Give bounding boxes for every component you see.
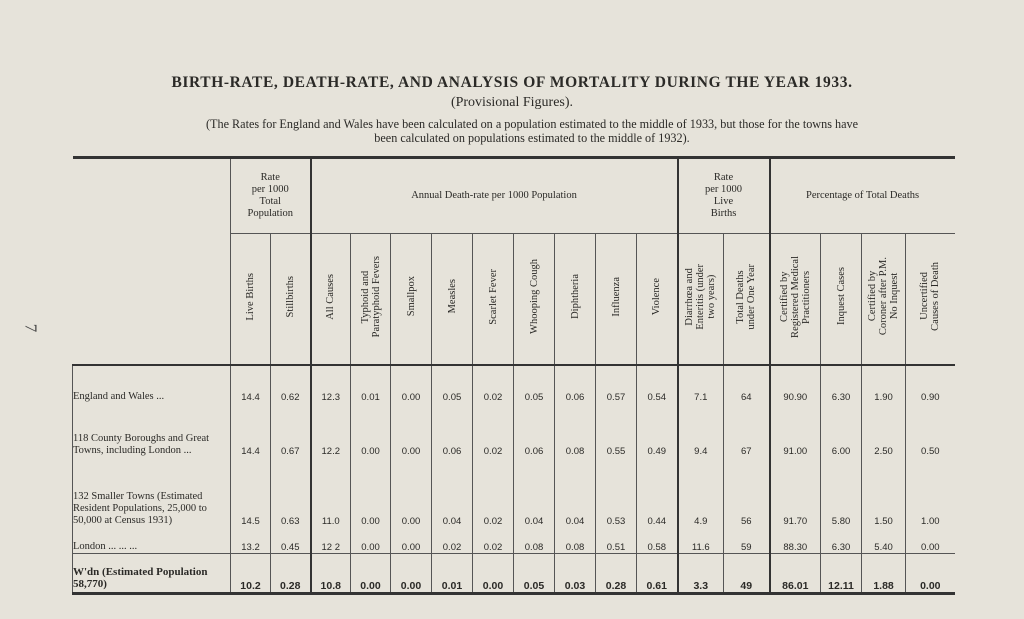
table-cell: 6.30 [821, 365, 862, 403]
table-cell: 6.00 [821, 403, 862, 457]
table-cell: 0.57 [596, 365, 637, 403]
table-cell: 0.55 [596, 403, 637, 457]
table-cell: 13.2 [231, 527, 271, 553]
note-line-2: been calculated on populations estimated to the middle of 1932). [374, 131, 690, 145]
table-row [73, 457, 955, 527]
table-cell: 0.53 [596, 457, 637, 527]
column-header [231, 234, 271, 366]
table-cell: 86.01 [770, 553, 821, 593]
table-cell: 90.90 [770, 365, 821, 403]
column-header [596, 234, 637, 366]
table-cell: 0.02 [473, 403, 514, 457]
table-cell: 0.61 [637, 553, 678, 593]
table-cell: 0.08 [555, 403, 596, 457]
column-header-label: Inquest Cases [835, 267, 847, 326]
table-cell: 12.11 [821, 553, 862, 593]
column-header [514, 234, 555, 366]
table-cell: 0.00 [391, 365, 432, 403]
column-header [473, 234, 514, 366]
group-header-row [73, 158, 955, 234]
row-label: 132 Smaller Towns (Estimated Resident Populations, 25,000 to 50,000 at Census 1931) [73, 457, 231, 527]
table-cell: 0.04 [555, 457, 596, 527]
column-header-label: Scarlet Fever [487, 268, 499, 325]
table-cell: 0.00 [391, 457, 432, 527]
column-header [862, 234, 906, 366]
table-cell: 4.9 [678, 457, 724, 527]
table-cell: 0.06 [514, 403, 555, 457]
table-cell: 0.05 [432, 365, 473, 403]
table-cell: 0.00 [351, 457, 391, 527]
table-cell: 1.00 [906, 457, 955, 527]
table-row [73, 527, 955, 553]
table-cell: 1.90 [862, 365, 906, 403]
table-cell: 0.00 [473, 553, 514, 593]
table-cell: 2.50 [862, 403, 906, 457]
table-cell: 0.49 [637, 403, 678, 457]
table-cell: 6.30 [821, 527, 862, 553]
table-cell: 0.00 [391, 553, 432, 593]
table-cell: 0.00 [391, 527, 432, 553]
table-cell: 0.00 [351, 403, 391, 457]
group-header-percentage-deaths: Percentage of Total Deaths [770, 158, 955, 234]
table-row [73, 365, 955, 403]
column-header-label: Diphtheria [569, 274, 581, 319]
table-cell: 7.1 [678, 365, 724, 403]
table-cell: 0.05 [514, 365, 555, 403]
table-cell: 0.50 [906, 403, 955, 457]
column-header-label: Uncertified Causes of Death [919, 262, 942, 331]
column-header-label: Certified by Coroner after P.M. No Inquest [867, 257, 901, 336]
column-header [906, 234, 955, 366]
table-cell: 10.2 [231, 553, 271, 593]
column-header-label: Whooping Cough [528, 259, 540, 334]
column-header [351, 234, 391, 366]
table-cell: 0.63 [271, 457, 311, 527]
column-header [391, 234, 432, 366]
row-label-header [73, 158, 231, 366]
page-number: 7 [21, 323, 41, 333]
table-cell: 1.50 [862, 457, 906, 527]
column-header [724, 234, 770, 366]
table-cell: 0.04 [432, 457, 473, 527]
table-cell: 0.00 [351, 527, 391, 553]
table-cell: 0.02 [473, 457, 514, 527]
table-cell: 0.90 [906, 365, 955, 403]
group-header-annual-death-rate: Annual Death-rate per 1000 Population [311, 158, 678, 234]
table-cell: 91.70 [770, 457, 821, 527]
table-cell: 0.05 [514, 553, 555, 593]
column-header [271, 234, 311, 366]
table-cell: 0.44 [637, 457, 678, 527]
table-cell: 0.02 [432, 527, 473, 553]
column-header [555, 234, 596, 366]
table-cell: 0.28 [271, 553, 311, 593]
mortality-table [72, 156, 955, 595]
table-cell: 0.45 [271, 527, 311, 553]
table-cell: 0.54 [637, 365, 678, 403]
column-header [821, 234, 862, 366]
table-row [73, 553, 955, 593]
table-cell: 3.3 [678, 553, 724, 593]
column-header-label: Certified by Registered Medical Practitioners [778, 255, 812, 338]
table-cell: 0.01 [351, 365, 391, 403]
table-cell: 5.40 [862, 527, 906, 553]
group-header-rate-live-births: Rate per 1000 Live Births [678, 158, 770, 234]
table-cell: 0.04 [514, 457, 555, 527]
table-cell: 0.08 [555, 527, 596, 553]
table-cell: 12.2 [311, 403, 351, 457]
table-body [73, 365, 955, 593]
column-header [678, 234, 724, 366]
column-header-label: All Causes [325, 273, 337, 320]
table-cell: 11.6 [678, 527, 724, 553]
table-cell: 0.67 [271, 403, 311, 457]
table-cell: 0.08 [514, 527, 555, 553]
row-label: London ... ... ... [73, 527, 231, 553]
group-header-rate-population: Rate per 1000 Total Population [231, 158, 311, 234]
column-header-label: Live Births [245, 272, 256, 321]
table-cell: 0.00 [391, 403, 432, 457]
table-cell: 14.4 [231, 365, 271, 403]
column-header-label: Diarrhœa and Enteritis (under two years) [684, 263, 718, 330]
table-cell: 0.06 [555, 365, 596, 403]
table-cell: 1.88 [862, 553, 906, 593]
table-row [73, 403, 955, 457]
column-header [432, 234, 473, 366]
column-header-label: Influenza [610, 276, 622, 317]
column-header-label: Stillbirths [284, 275, 296, 318]
table-cell: 0.62 [271, 365, 311, 403]
column-header-label: Violence [651, 277, 663, 316]
table-cell: 0.02 [473, 365, 514, 403]
table-cell: 91.00 [770, 403, 821, 457]
table-cell: 11.0 [311, 457, 351, 527]
table-cell: 67 [724, 403, 770, 457]
table-cell: 0.58 [637, 527, 678, 553]
table-cell: 0.00 [906, 553, 955, 593]
row-label: 118 County Boroughs and Great Towns, including London ... [73, 403, 231, 457]
table-cell: 88.30 [770, 527, 821, 553]
table-cell: 0.51 [596, 527, 637, 553]
page-subtitle: (Provisional Figures). [450, 95, 574, 110]
column-header [770, 234, 821, 366]
table-cell: 0.00 [351, 553, 391, 593]
table-cell: 56 [724, 457, 770, 527]
table-cell: 0.00 [906, 527, 955, 553]
table-cell: 9.4 [678, 403, 724, 457]
note-line-1: (The Rates for England and Wales have been calculated on a population estimated to the middle of 1933, but those for the towns have [206, 117, 858, 131]
column-header-label: Typhoid and Paratyphoid Fevers [359, 255, 382, 338]
table-cell: 49 [724, 553, 770, 593]
explanatory-note [82, 117, 982, 145]
table-cell: 0.06 [432, 403, 473, 457]
column-header-label: Total Deaths under One Year [735, 263, 758, 330]
column-header [637, 234, 678, 366]
table-cell: 12 2 [311, 527, 351, 553]
table-cell: 14.4 [231, 403, 271, 457]
table-cell: 12.3 [311, 365, 351, 403]
table-cell: 14.5 [231, 457, 271, 527]
table-cell: 0.02 [473, 527, 514, 553]
column-header-label: Smallpox [405, 276, 417, 317]
column-header [311, 234, 351, 366]
table-cell: 5.80 [821, 457, 862, 527]
table-cell: 10.8 [311, 553, 351, 593]
row-label: England and Wales ... [73, 365, 231, 403]
table-cell: 0.03 [555, 553, 596, 593]
row-label: W'dn (Estimated Population 58,770) [73, 553, 231, 593]
table-cell: 0.28 [596, 553, 637, 593]
page-title: BIRTH-RATE, DEATH-RATE, AND ANALYSIS OF MORTALITY DURING THE YEAR 1933. [171, 74, 853, 91]
table-cell: 64 [724, 365, 770, 403]
table-cell: 59 [724, 527, 770, 553]
table-cell: 0.01 [432, 553, 473, 593]
column-header-label: Measles [446, 279, 458, 314]
